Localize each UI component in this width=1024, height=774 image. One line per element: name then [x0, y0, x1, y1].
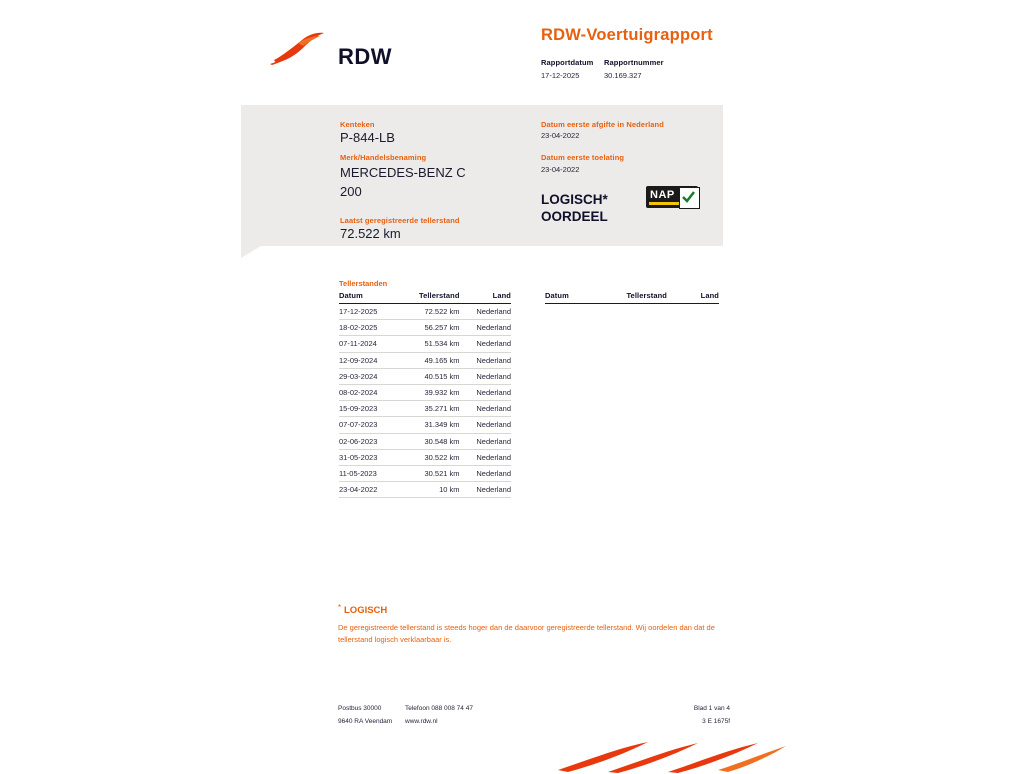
- footnote-star: *: [338, 603, 342, 612]
- cell-country: Nederland: [462, 320, 511, 336]
- table-row: [339, 465, 511, 481]
- mileage-value: 72.522 km: [340, 226, 401, 241]
- plate-value: P-844-LB: [340, 130, 395, 145]
- cell-country: Nederland: [462, 368, 511, 384]
- report-date-block: [541, 58, 604, 80]
- mileage-label: Laatst geregistreerde tellerstand: [340, 216, 460, 225]
- footer-website[interactable]: www.rdw.nl: [405, 718, 438, 725]
- table-row: [339, 417, 511, 433]
- footnote-body: De geregistreerde tellerstand is steeds hoger dan de daarvoor geregistreerde tellerstand. Wij oordelen dan dat de tellerstand logisch verklaarbaar is.: [338, 623, 715, 644]
- col-date: Datum: [339, 291, 398, 304]
- verdict-line-1: LOGISCH*: [541, 192, 608, 207]
- table-row: [339, 304, 511, 320]
- plate-label: Kenteken: [340, 120, 375, 129]
- cell-date: 17-12-2025: [339, 304, 398, 320]
- bottom-decorative-graphic: [548, 740, 788, 774]
- first-admission-value: 23-04-2022: [541, 165, 580, 174]
- table-row: [339, 320, 511, 336]
- panel-notch: [241, 246, 261, 258]
- cell-mileage: 56.257 km: [398, 320, 461, 336]
- verdict-line-2: OORDEEL: [541, 209, 608, 224]
- table-row: [339, 352, 511, 368]
- cell-date: 23-04-2022: [339, 482, 398, 498]
- cell-mileage: 10 km: [398, 482, 461, 498]
- verdict-text: [541, 191, 651, 225]
- col-mileage: Tellerstand: [398, 291, 461, 304]
- cell-country: Nederland: [462, 352, 511, 368]
- cell-date: 31-05-2023: [339, 449, 398, 465]
- cell-date: 07-07-2023: [339, 417, 398, 433]
- nap-badge: [646, 186, 698, 208]
- table-row: [339, 368, 511, 384]
- report-number-label: Rapportnummer: [604, 58, 664, 67]
- table-row: [339, 401, 511, 417]
- cell-date: 08-02-2024: [339, 384, 398, 400]
- cell-mileage: 30.522 km: [398, 449, 461, 465]
- cell-mileage: 35.271 km: [398, 401, 461, 417]
- footer-address: [338, 702, 408, 728]
- table-row: [339, 433, 511, 449]
- checkmark-icon: [679, 187, 700, 209]
- cell-date: 02-06-2023: [339, 433, 398, 449]
- cell-mileage: 51.534 km: [398, 336, 461, 352]
- cell-mileage: 40.515 km: [398, 368, 461, 384]
- cell-mileage: 31.349 km: [398, 417, 461, 433]
- cell-country: Nederland: [462, 401, 511, 417]
- footer-doc-code: 3 E 1675f: [702, 718, 730, 725]
- mileage-table-left: [339, 291, 511, 498]
- cell-date: 29-03-2024: [339, 368, 398, 384]
- rdw-logo: [268, 22, 508, 82]
- table-header-row: [545, 291, 719, 304]
- footer-phone: Telefoon 088 008 74 47: [405, 705, 473, 712]
- mileage-table-title: Tellerstanden: [339, 279, 388, 288]
- table-header-row: [339, 291, 511, 304]
- cell-country: Nederland: [462, 465, 511, 481]
- page-title: RDW-Voertuigrapport: [541, 26, 713, 44]
- cell-country: Nederland: [462, 384, 511, 400]
- brand-value: MERCEDES-BENZ C 200: [340, 165, 466, 199]
- cell-date: 12-09-2024: [339, 352, 398, 368]
- cell-date: 15-09-2023: [339, 401, 398, 417]
- col-country: Land: [669, 291, 719, 304]
- nap-badge-bar: [649, 202, 679, 205]
- cell-country: Nederland: [462, 433, 511, 449]
- cell-country: Nederland: [462, 449, 511, 465]
- cell-country: Nederland: [462, 417, 511, 433]
- footer-contact: [405, 702, 525, 728]
- cell-country: Nederland: [462, 482, 511, 498]
- footer-address-line2: 9640 RA Veendam: [338, 718, 393, 725]
- rdw-logo-text: RDW: [338, 44, 393, 69]
- cell-mileage: 30.521 km: [398, 465, 461, 481]
- footer-right: [640, 702, 730, 728]
- nap-badge-label: NAP: [650, 189, 675, 201]
- first-issue-label: Datum eerste afgifte in Nederland: [541, 120, 664, 129]
- cell-date: 07-11-2024: [339, 336, 398, 352]
- cell-mileage: 39.932 km: [398, 384, 461, 400]
- first-issue-value: 23-04-2022: [541, 131, 580, 140]
- table-row: [339, 449, 511, 465]
- cell-mileage: 30.548 km: [398, 433, 461, 449]
- footer-address-line1: Postbus 30000: [338, 705, 382, 712]
- cell-country: Nederland: [462, 336, 511, 352]
- col-country: Land: [462, 291, 511, 304]
- col-mileage: Tellerstand: [605, 291, 669, 304]
- footer-page-info: Blad 1 van 4: [693, 705, 730, 712]
- cell-mileage: 72.522 km: [398, 304, 461, 320]
- report-number-block: [604, 58, 724, 80]
- first-admission-label: Datum eerste toelating: [541, 153, 625, 162]
- table-row: [339, 336, 511, 352]
- cell-country: Nederland: [462, 304, 511, 320]
- cell-mileage: 49.165 km: [398, 352, 461, 368]
- report-meta: [541, 58, 801, 80]
- col-date: Datum: [545, 291, 605, 304]
- table-row: [339, 482, 511, 498]
- report-date-label: Rapportdatum: [541, 58, 594, 67]
- table-row: [339, 384, 511, 400]
- report-date-value: 17-12-2025: [541, 71, 580, 80]
- report-number-value: 30.169.327: [604, 71, 642, 80]
- rdw-logo-icon: [268, 30, 330, 66]
- footnote-title: LOGISCH: [344, 605, 388, 616]
- cell-date: 11-05-2023: [339, 465, 398, 481]
- mileage-table-right: [545, 291, 719, 304]
- cell-date: 18-02-2025: [339, 320, 398, 336]
- brand-label: Merk/Handelsbenaming: [340, 153, 427, 162]
